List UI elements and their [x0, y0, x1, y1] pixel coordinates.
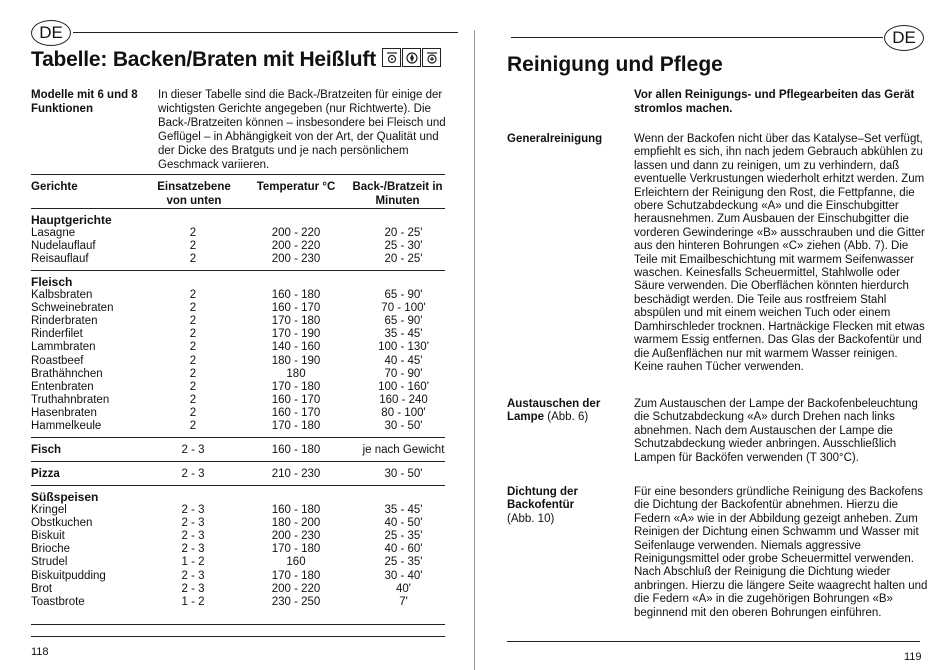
section-text-general-cleaning: Wenn der Backofen nicht über das Katalyse–Set verfügt, empfiehlt es sich, ihn nach jedem Gebrauch abkühlen zu lassen und dann zu reinigen, um zu verhindern, daß eventuelle Verkrustungen wiederholt erhitzt werden. Zum Erleichtern der Reinigung den Rost, die Fettpfanne, die obere Schutzabdeckung «A» und die Einschubgitter herausnehmen. Zum Ausbauen der Einschubgitter die vorderen Gewinderinge «B» ausschrauben und die Gitter aus den hinteren Bohrungen «C» ziehen (Abb. 7). Die Teile mit Emailbeschichtung mit warmem Seifenwasser waschen. Keinesfalls Scheuermittel, Stahlwolle oder Säure verwenden. Die Oberflächen könnten hierdurch beschädigt werden. Die Teile aus rostfreiem Stahl abspülen und mit einem weichen Tuch oder einem Damhirschleder trocknen. Hartnäckige Flecken mit etwas warmem Essig entfernen. Das Glas der Backofentür und die Außenflächen nur mit warmem Wasser reinigen. Keine rauhen Tücher verwenden. [634, 133, 925, 373]
footer-rule [31, 636, 445, 637]
section-label-lamp: Austauschen der Lampe (Abb. 6) [507, 398, 601, 424]
page-fold [474, 30, 475, 670]
header-dish: Gerichte [31, 181, 78, 193]
group-divider [31, 270, 445, 271]
table-row: Toastbrote 1 - 2 230 - 250 7' [31, 595, 408, 608]
group-divider [31, 485, 445, 486]
table-row: Obstkuchen 2 - 3 180 - 200 40 - 50' [31, 516, 423, 529]
baking-table [31, 213, 445, 609]
header-time: Back-/Bratzeit in Minuten [352, 181, 443, 207]
table-row: Entenbraten 2 170 - 180 100 - 160' [31, 380, 429, 393]
table-row: Kringel 2 - 3 160 - 180 35 - 45' [31, 503, 423, 516]
table-row: Kalbsbraten 2 160 - 180 65 - 90' [31, 288, 423, 301]
table-row: Truthahnbraten 2 160 - 170 160 - 240 [31, 394, 428, 407]
models-label: Modelle mit 6 und 8 Funktionen [31, 89, 138, 115]
page-title: Reinigung und Pflege [507, 53, 723, 76]
header-level: Einsatzebene von unten [157, 181, 231, 207]
page-number: 118 [31, 646, 49, 658]
group-title: Süßspeisen [31, 489, 99, 504]
table-row: Rinderbraten 2 170 - 180 65 - 90' [31, 314, 423, 327]
table-header-rule [31, 208, 445, 209]
table-row: Brathähnchen 2 180 70 - 90' [31, 367, 423, 380]
page-number: 119 [904, 651, 922, 663]
table-row: Reisauflauf 2 200 - 230 20 - 25' [31, 253, 423, 266]
group-title: Hauptgerichte [31, 213, 112, 227]
fan-heat-icon [382, 48, 401, 67]
table-row: Hammelkeule 2 170 - 180 30 - 50' [31, 420, 423, 433]
table-row: Brot 2 - 3 200 - 220 40' [31, 582, 411, 595]
section-text-door-seal: Für eine besonders gründliche Reinigung des Backofens die Dichtung der Backofentür abnehmen. Hierzu die Federn «A» wie in der Abbildung gezeigt anheben. Zum Reinigen der Dichtung einen Schwamm und Wasser mit Seifenlauge verwenden. Niemals aggressive Reinigungsmittel oder grobe Scheuermittel verwenden. Nach Abschluß der Reinigung die Dichtung wieder anbringen. Hierzu die längere Seite waagrecht halten und die Federn «A» in die zugehörigen Bohrungen «B» beginnend mit den oberen Bohrungen einführen. [634, 486, 928, 619]
fan-grill-icon [422, 48, 441, 67]
table-row: Brioche 2 - 3 170 - 180 40 - 60' [31, 543, 423, 556]
language-badge: DE [884, 25, 924, 51]
section-text-lamp: Zum Austauschen der Lampe der Backofenbeleuchtung die Schutzabdeckung «A» durch Drehen nach links abnehmen. Nach dem Austauschen der Lampe die Schutzabdeckung wieder anbringen. Ausschließlich Lampen für Backöfen verwenden (T 300°C). [634, 398, 918, 464]
footer-rule [507, 641, 920, 642]
fan-ring-icon [402, 48, 421, 67]
table-row: Schweinebraten 2 160 - 170 70 - 100' [31, 301, 426, 314]
table-row: Fisch 2 - 3 160 - 180 je nach Gewicht [31, 443, 445, 456]
oven-mode-icons [382, 48, 441, 67]
page-title: Tabelle: Backen/Braten mit Heißluft [31, 48, 377, 71]
table-row: Lammbraten 2 140 - 160 100 - 130' [31, 341, 429, 354]
table-row: Lasagne 2 200 - 220 20 - 25' [31, 227, 423, 239]
table-top-rule [31, 174, 445, 175]
intro-text: In dieser Tabelle sind die Back-/Bratzeiten für einige der wichtigsten Gerichte angegeben (nur Richtwerte). Die Back-/Bratzeiten können – insbesondere bei Fleisch und Geflügel – in Abhängigkeit von der Art, der Qualität und der Dicke des Bratguts und je nach persönlichem Geschmack variieren. [158, 89, 446, 171]
header-rule [73, 32, 458, 33]
section-label-general-cleaning: Generalreinigung [507, 133, 603, 145]
safety-warning: Vor allen Reinigungs- und Pflegearbeiten das Gerät stromlos machen. [634, 89, 915, 115]
group-divider [31, 461, 445, 462]
table-row: Strudel 1 - 2 160 25 - 35' [31, 556, 423, 569]
table-row: Pizza 2 - 3 210 - 230 30 - 50' [31, 467, 423, 480]
section-label-door-seal: Dichtung der Backofentür (Abb. 10) [507, 486, 578, 525]
table-row: Biskuit 2 - 3 200 - 230 25 - 35' [31, 530, 423, 542]
header-temp: Temperatur °C [256, 181, 336, 193]
left-page [0, 0, 474, 670]
table-row: Biskuitpudding 2 - 3 170 - 180 30 - 40' [31, 569, 423, 582]
table-row: Roastbeef 2 180 - 190 40 - 45' [31, 354, 423, 367]
table-row: Nudelauflauf 2 200 - 220 25 - 30' [31, 240, 423, 253]
header-rule [511, 37, 883, 38]
right-page [476, 0, 950, 670]
table-row: Rinderfilet 2 170 - 190 35 - 45' [31, 328, 423, 341]
language-badge: DE [31, 20, 71, 46]
table-bottom-rule [31, 624, 445, 625]
group-title: Fleisch [31, 274, 73, 289]
table-row: Hasenbraten 2 160 - 170 80 - 100' [31, 407, 426, 420]
group-divider [31, 437, 445, 438]
